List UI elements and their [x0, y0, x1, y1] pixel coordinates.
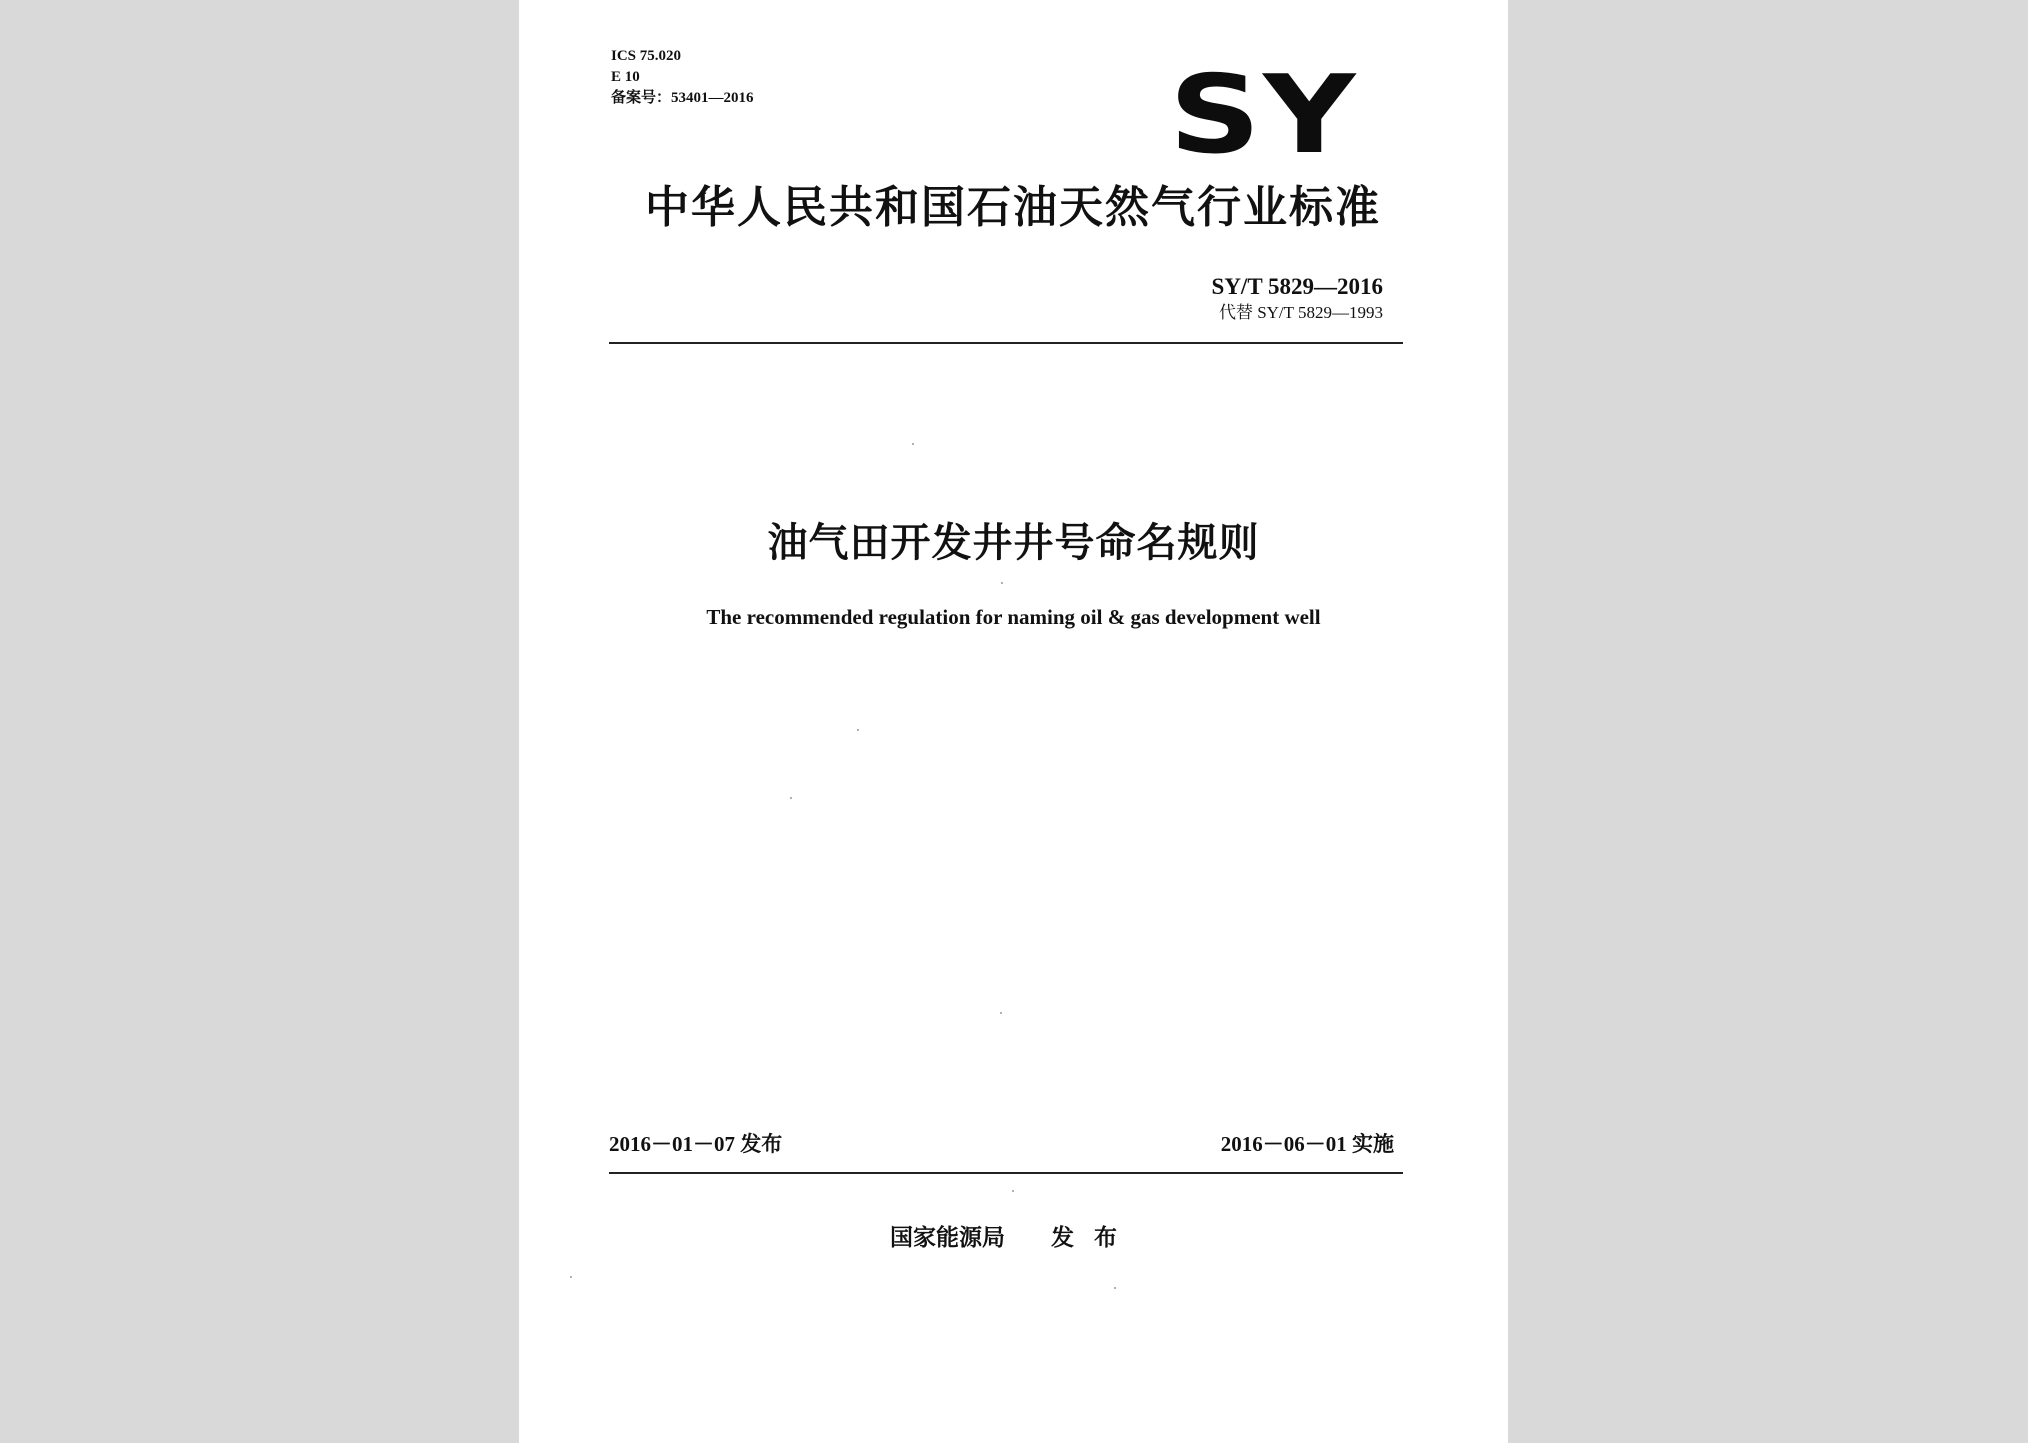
publisher-name: 国家能源局 [890, 1225, 1005, 1251]
scan-speck [1114, 1287, 1116, 1289]
standard-code: SY/T 5829—2016 [1211, 274, 1383, 299]
header-divider [609, 342, 1403, 344]
publisher-line [519, 1222, 1508, 1254]
ics-code: ICS 75.020 [611, 48, 682, 64]
org-title: 中华人民共和国石油天然气行业标准 [645, 182, 1381, 233]
scan-speck [857, 729, 859, 731]
scan-speck [1000, 1012, 1002, 1014]
scan-speck [570, 1276, 572, 1278]
replaces-note: 代替 SY/T 5829—1993 [1218, 303, 1383, 322]
document-title-en: The recommended regulation for naming oil & gas development well [706, 605, 1321, 629]
footer-divider [609, 1172, 1403, 1174]
scan-speck [790, 797, 792, 799]
document-title-cn: 油气田开发井井号命名规则 [767, 520, 1260, 566]
classification-block [611, 46, 754, 109]
implementation-date: 2016－06－01 实施 [1220, 1132, 1394, 1156]
document-page [519, 0, 1508, 1443]
scan-speck [912, 443, 914, 445]
category-code: E 10 [611, 69, 640, 85]
scan-speck [1001, 582, 1003, 584]
publisher-action: 发布 [1051, 1225, 1137, 1251]
issue-date: 2016－01－07 发布 [609, 1132, 783, 1156]
record-number: 备案号：53401—2016 [611, 90, 754, 106]
sy-logo: SY [1169, 53, 1358, 178]
standard-number-block [1212, 272, 1383, 324]
scan-speck [1012, 1190, 1014, 1192]
